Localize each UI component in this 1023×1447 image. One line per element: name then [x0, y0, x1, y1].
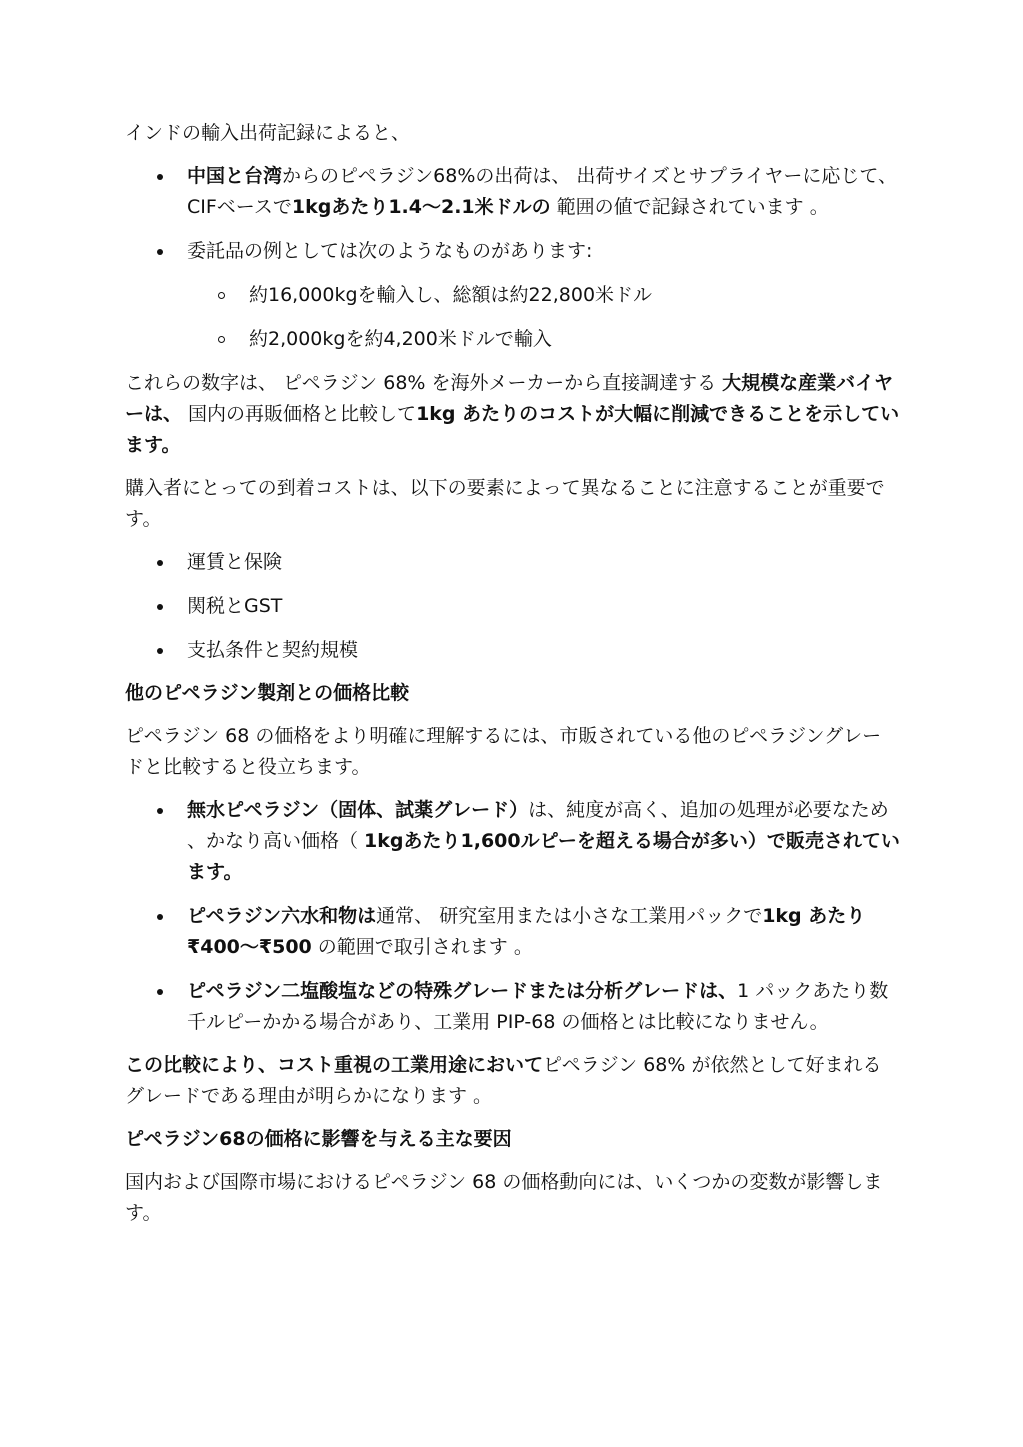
- intro-paragraph: インドの輸入出荷記録によると、: [125, 122, 411, 144]
- text-span: 通常、 研究室用または小さな工業用パックで: [376, 905, 763, 927]
- text-span: の範囲で取引されます 。: [311, 936, 533, 958]
- bold-text: 1kg あたりのコストが大幅に削減できることを示しています。: [125, 403, 900, 456]
- bold-text: ピペラジン二塩酸塩などの特殊グレードまたは分析グレードは、: [187, 980, 738, 1002]
- document-body: [125, 118, 900, 1241]
- import-records-list: [125, 161, 900, 355]
- text-span: 1 パックあたり数千ルピーかかる場合があり、工業用 PIP-68 の価格とは比較になりません。: [187, 980, 889, 1033]
- list-item: [125, 236, 900, 355]
- cost-factors-list: [125, 547, 900, 666]
- text-span: 国内の再販価格と比較して: [182, 403, 417, 425]
- list-item: 関税とGST: [125, 591, 900, 622]
- factors-intro-paragraph: 国内および国際市場におけるピペラジン 68 の価格動向には、いくつかの変数が影響します。: [125, 1171, 883, 1224]
- bold-text: 1kg あたり ₹400〜₹500: [187, 905, 866, 958]
- bold-text: 大規模な産業バイヤーは、: [125, 372, 894, 425]
- bold-text: ピペラジン六水和物は: [187, 905, 377, 927]
- bold-text: 1kgあたり1.4〜2.1米ドルの: [291, 196, 551, 218]
- sub-list-item: 約16,000kgを輸入し、総額は約22,800米ドル: [187, 280, 900, 311]
- list-item: 支払条件と契約規模: [125, 635, 900, 666]
- comparison-intro-paragraph: ピペラジン 68 の価格をより明確に理解するには、市販されている他のピペラジングレードと比較すると役立ちます。: [125, 725, 882, 778]
- sub-list-item: 約2,000kgを約4,200米ドルで輸入: [187, 324, 900, 355]
- list-item: 運賃と保険: [125, 547, 900, 578]
- text-span: 委託品の例としては次のようなものがあります:: [187, 240, 593, 262]
- text-span: これらの数字は、 ピペラジン 68% を海外メーカーから直接調達する: [125, 372, 723, 394]
- landed-cost-paragraph: 購入者にとっての到着コストは、以下の要素によって異なることに注意することが重要です。: [125, 477, 885, 530]
- buyers-paragraph: [125, 368, 900, 461]
- consignment-examples-list: [187, 280, 900, 355]
- grades-list: [125, 795, 900, 1038]
- text-span: ピペラジン 68% が依然として好まれるグレードである理由が明らかになります 。: [125, 1054, 882, 1107]
- list-item: [125, 901, 900, 963]
- section-heading-price-factors: ピペラジン68の価格に影響を与える主な要因: [125, 1128, 512, 1150]
- bold-text: 中国と台湾: [187, 165, 283, 187]
- conclusion-paragraph: [125, 1050, 900, 1112]
- bold-text: この比較により、コスト重視の工業用途において: [125, 1054, 544, 1076]
- text-span: 範囲の値で記録されています 。: [550, 196, 829, 218]
- bold-text: 1kgあたり1,600ルピーを超える場合が多い）で販売されています。: [187, 830, 900, 883]
- text-span: からのピペラジン68%の出荷は、 出荷サイズとサプライヤーに応じて、CIFベースで: [187, 165, 897, 218]
- section-heading-price-comparison: 他のピペラジン製剤との価格比較: [125, 682, 410, 704]
- text-span: は、純度が高く、追加の処理が必要なため 、かなり高い価格（: [187, 799, 889, 852]
- list-item: [125, 976, 900, 1038]
- bold-text: 無水ピペラジン（固体、試薬グレード）: [187, 799, 529, 821]
- list-item: [125, 795, 900, 888]
- list-item: [125, 161, 900, 223]
